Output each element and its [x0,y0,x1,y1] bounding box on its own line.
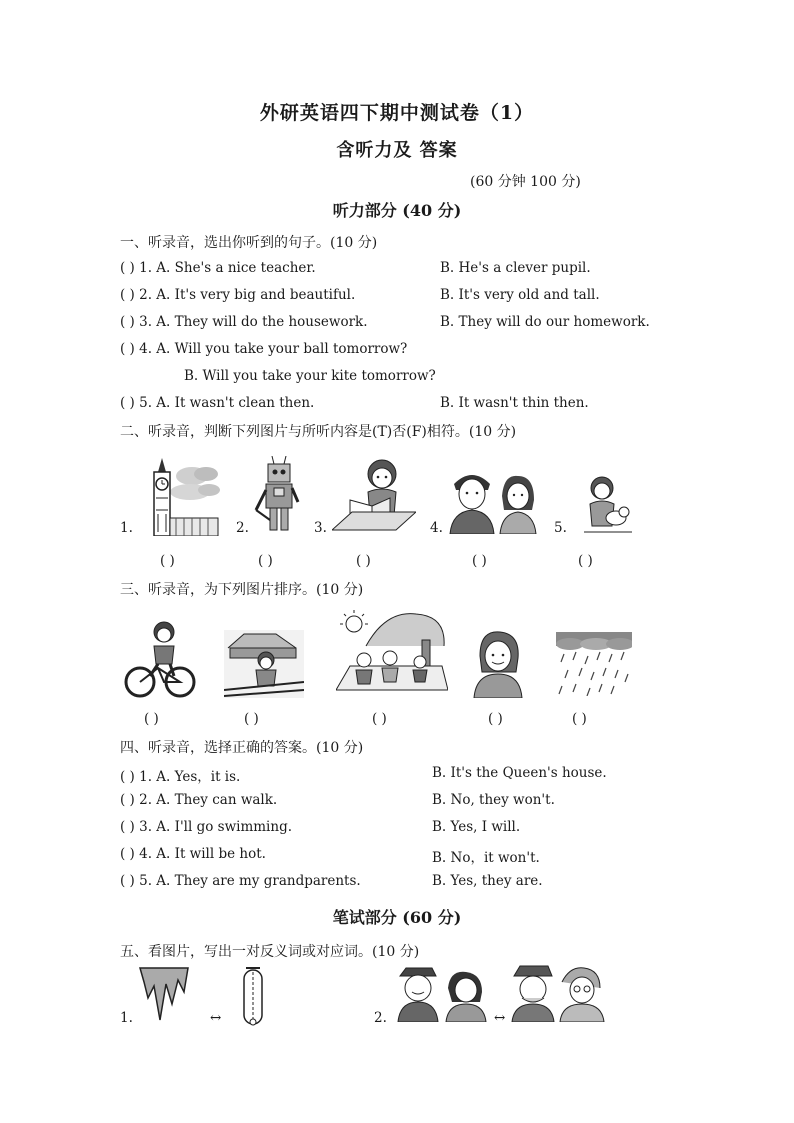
section-2-heading: 二、听录音，判断下列图片与所听内容是(T)否(F)相符。(10 分) [120,424,517,440]
s1-q3-b: B. They will do our homework. [440,314,650,330]
s4-q3-b: B. Yes, I will. [432,819,521,835]
s2-label-4: 4. [430,520,443,536]
s1-q2-b: B. It's very old and tall. [440,287,600,303]
s1-q4-b: B. Will you take your kite tomorrow? [184,368,436,384]
big-ben-picture [136,458,220,536]
girl-with-pet-picture [576,474,638,534]
s3-blank-2[interactable]: ( ) [244,711,259,727]
s1-q5-b: B. It wasn't thin then. [440,395,589,411]
page-title: 外研英语四下期中测试卷（1） [259,102,535,124]
s3-blank-1[interactable]: ( ) [144,711,159,727]
s2-blank-3[interactable]: ( ) [356,553,371,569]
s2-label-1: 1. [120,520,133,536]
girl-portrait-picture [470,628,526,698]
section-3-heading: 三、听录音，为下列图片排序。(10 分) [120,582,364,598]
s2-blank-1[interactable]: ( ) [160,553,175,569]
short-spikes-picture [138,966,190,1022]
s2-label-3: 3. [314,520,327,536]
s3-blank-5[interactable]: ( ) [572,711,587,727]
listening-header: 听力部分 (40 分) [332,201,462,220]
s4-q2-a: ( ) 2. A. They can walk. [120,792,278,808]
boy-riding-bike-picture [124,620,196,698]
s2-blank-2[interactable]: ( ) [258,553,273,569]
page-subtitle: 含听力及 答案 [336,140,458,161]
girl-reading-picture [332,456,416,534]
s4-q5-b: B. Yes, they are. [432,873,543,889]
s4-q4-b: B. No，it won't. [432,850,540,866]
s1-q2-a: ( ) 2. A. It's very big and beautiful. [120,287,356,303]
s4-q1-b: B. It's the Queen's house. [432,765,607,781]
young-couple-picture [396,962,492,1022]
writing-header: 笔试部分 (60 分) [332,908,462,927]
section-1-heading: 一、听录音，选出你听到的句子。(10 分) [120,235,378,251]
man-and-woman-picture [448,466,538,534]
robot-picture [252,456,302,532]
s1-q1-b: B. He's a clever pupil. [440,260,591,276]
section-4-heading: 四、听录音，选择正确的答案。(10 分) [120,740,364,756]
s3-blank-3[interactable]: ( ) [372,711,387,727]
s4-q5-a: ( ) 5. A. They are my grandparents. [120,873,361,889]
s1-q4-a: ( ) 4. A. Will you take your ball tomorrow? [120,341,408,357]
family-picnic-picture [336,610,448,696]
s4-q2-b: B. No, they won't. [432,792,555,808]
s2-blank-4[interactable]: ( ) [472,553,487,569]
boy-at-station-picture [224,630,304,698]
s3-blank-4[interactable]: ( ) [488,711,503,727]
s4-q4-a: ( ) 4. A. It will be hot. [120,846,266,862]
s1-q3-a: ( ) 3. A. They will do the housework. [120,314,368,330]
s1-q5-a: ( ) 5. A. It wasn't clean then. [120,395,315,411]
s4-q1-a: ( ) 1. A. Yes，it is. [120,769,241,785]
rain-picture [556,632,632,696]
long-object-picture [238,964,268,1028]
s2-label-5: 5. [554,520,567,536]
s2-blank-5[interactable]: ( ) [578,553,593,569]
s5-label-1: 1. [120,1010,133,1026]
time-note: (60 分钟 100 分) [470,174,581,190]
s1-q1-a: ( ) 1. A. She's a nice teacher. [120,260,316,276]
s2-label-2: 2. [236,520,249,536]
section-5-heading: 五、看图片，写出一对反义词或对应词。(10 分) [120,944,420,960]
s5-label-2: 2. [374,1010,387,1026]
old-couple-picture [510,962,606,1022]
s4-q3-a: ( ) 3. A. I'll go swimming. [120,819,292,835]
s5-arrow-1: ↔ [210,1010,222,1026]
s5-arrow-2: ↔ [494,1010,506,1026]
